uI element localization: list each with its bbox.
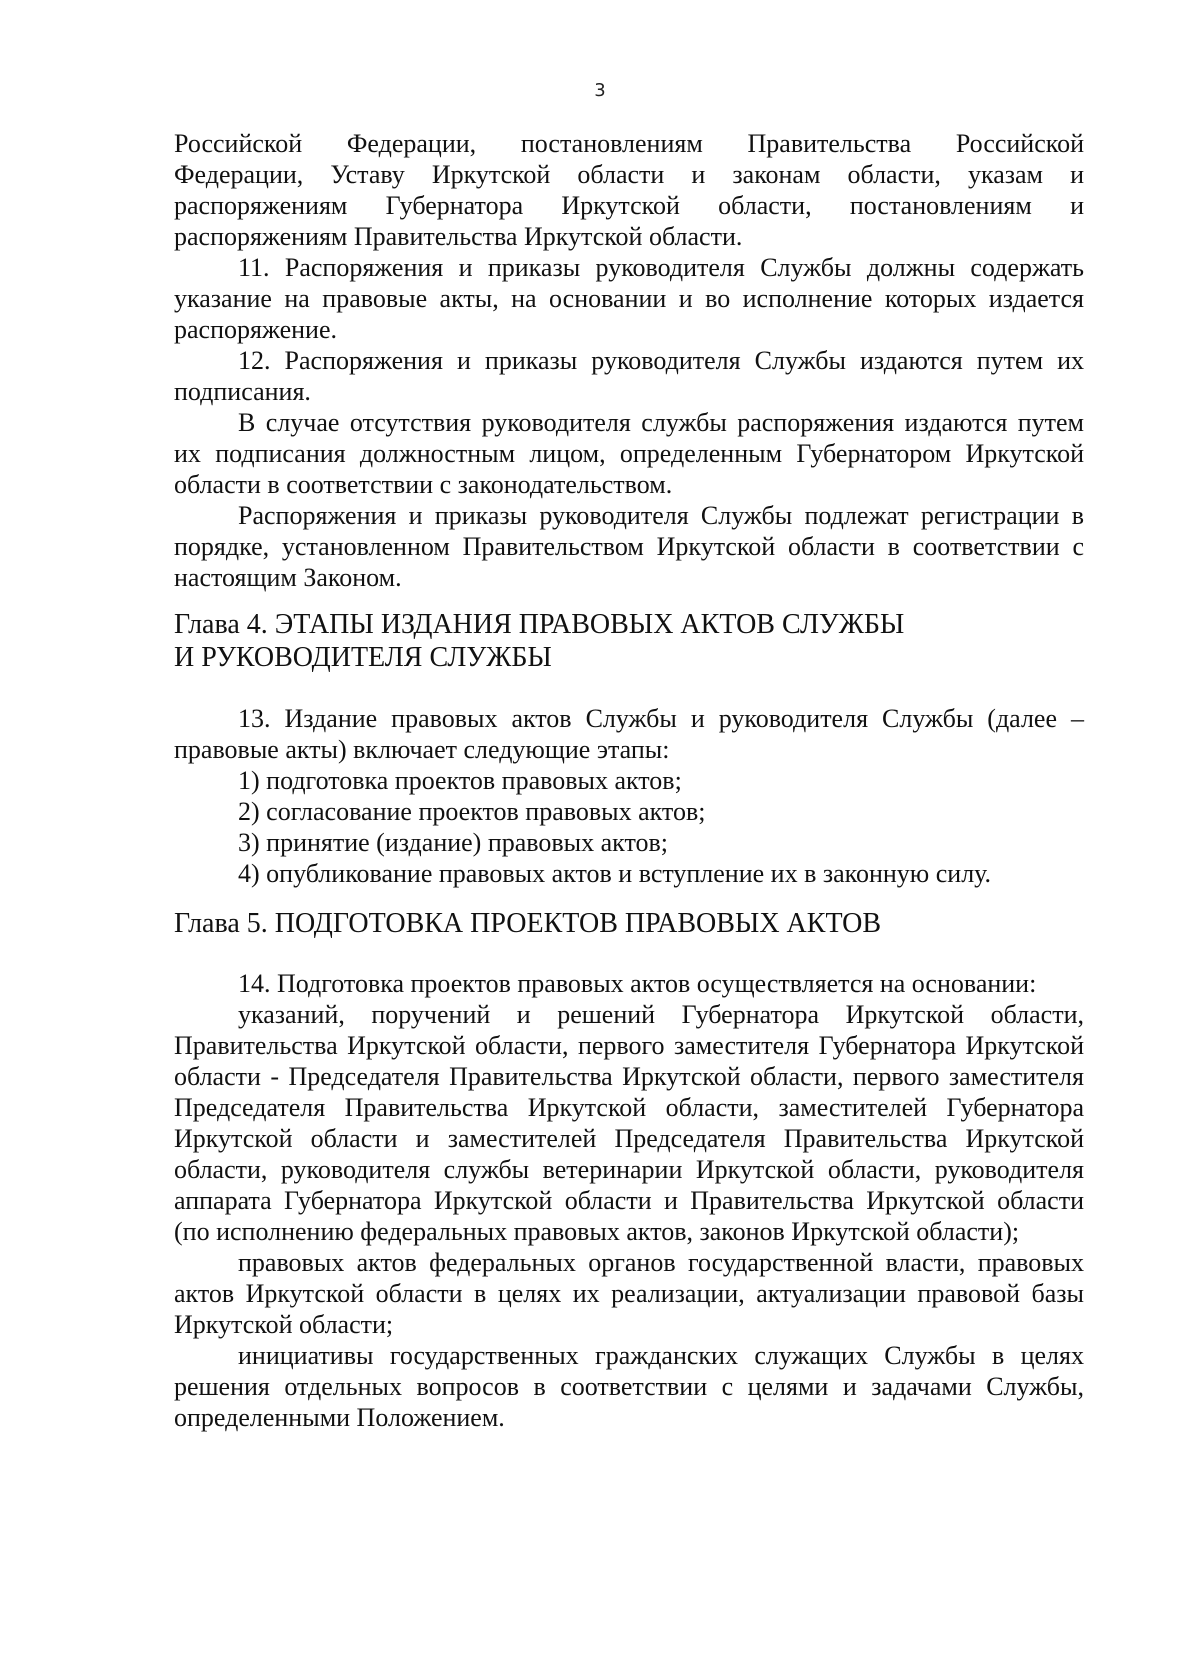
paragraph-registration: Распоряжения и приказы руководителя Службы подлежат регистрации в порядке, установленном Правительством Иркутской области в соответствии с настоящим Законом. <box>174 501 1084 592</box>
stage-item: 2) согласование проектов правовых актов; <box>238 797 706 826</box>
stage-item: 3) принятие (издание) правовых актов; <box>238 828 668 857</box>
ground-item: инициативы государственных гражданских служащих Службы в целях решения отдельных вопросов в соответствии с целями и задачами Службы, определенными Положением. <box>174 1341 1084 1432</box>
chapter-5-body <box>174 968 1084 1433</box>
paragraph-11: 11. Распоряжения и приказы руководителя Службы должны содержать указание на правовые акты, на основании и во исполнение которых издается распоряжение. <box>174 253 1084 344</box>
stage-item: 4) опубликование правовых актов и вступление их в законную силу. <box>238 859 992 888</box>
chapter-heading-line: И РУКОВОДИТЕЛЯ СЛУЖБЫ <box>174 642 552 673</box>
ground-item: указаний, поручений и решений Губернатора Иркутской области, Правительства Иркутской области, первого заместителя Губернатора Иркутской области - Председателя Правительства Иркутской области, первого заместителя Председателя Правительства Иркутской области, заместителей Губернатора Иркутской области и заместителей Председателя Правительства Иркутской области, руководителя службы ветеринарии Иркутской области, руководителя аппарата Губернатора Иркутской области и Правительства Иркутской области (по исполнению федеральных правовых актов, законов Иркутской области); <box>174 1000 1084 1246</box>
ground-item: правовых актов федеральных органов государственной власти, правовых актов Иркутской области в целях их реализации, актуализации правовой базы Иркутской области; <box>174 1248 1084 1339</box>
page-number: 3 <box>594 80 606 101</box>
paragraph-line: распоряжениям Правительства Иркутской области. <box>174 222 743 251</box>
paragraph-line: распоряжениям Губернатора Иркутской области, постановлениям и <box>174 191 1084 220</box>
chapter-4-body <box>174 703 1084 889</box>
paragraph-line: Российской Федерации, постановлениям Правительства Российской <box>174 129 1084 158</box>
paragraph-absence: В случае отсутствия руководителя службы распоряжения издаются путем их подписания должностным лицом, определенным Губернатором Иркутской области в соответствии с законодательством. <box>174 408 1084 499</box>
paragraph-12: 12. Распоряжения и приказы руководителя Службы издаются путем их подписания. <box>174 346 1084 406</box>
chapter-4-heading <box>174 608 1084 674</box>
stage-item: 1) подготовка проектов правовых актов; <box>238 766 682 795</box>
chapter-heading-line: Глава 4. ЭТАПЫ ИЗДАНИЯ ПРАВОВЫХ АКТОВ СЛУЖБЫ <box>174 609 905 640</box>
paragraph-14: 14. Подготовка проектов правовых актов осуществляется на основании: <box>238 969 1037 998</box>
paragraph-line: Федерации, Уставу Иркутской области и законам области, указам и <box>174 160 1084 189</box>
chapter-5-heading <box>174 907 1084 940</box>
chapter-heading-line: Глава 5. ПОДГОТОВКА ПРОЕКТОВ ПРАВОВЫХ АКТОВ <box>174 908 882 939</box>
paragraph-13: 13. Издание правовых актов Службы и руководителя Службы (далее – правовые акты) включает следующие этапы: <box>174 704 1084 764</box>
section-distribution-rules <box>174 128 1084 593</box>
